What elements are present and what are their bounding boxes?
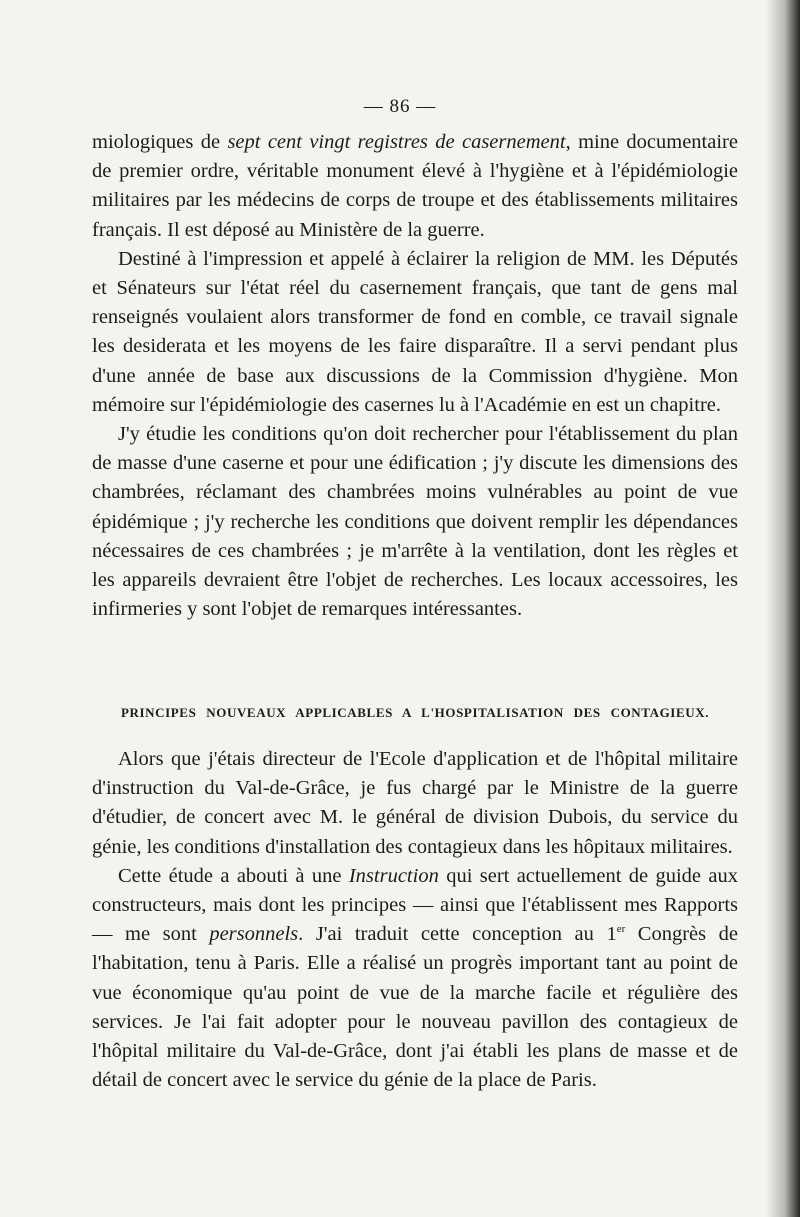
paragraph-5-italic-1: Instruction bbox=[348, 864, 439, 887]
paragraph-3: J'y étudie les conditions qu'on doit rechercher pour l'établissement du plan de masse d'une caserne et pour une édification ; j'y discute les dimensions des chambrées, réclamant des chambrées moins vulnérables au point de vue épidémique ; j'y recherche les conditions que doivent remplir les dépendances nécessaires de ces chambrées ; je m'arrête à la ventilation, dont les règles et les appareils devraient être l'objet de recherches. Les locaux accessoires, les infirmeries y sont l'objet de remarques intéressantes. bbox=[92, 423, 738, 621]
binding-shadow bbox=[766, 0, 800, 1217]
paragraph-5-part-3: . J'ai traduit cette conception au 1 bbox=[298, 923, 617, 946]
paragraph-4: Alors que j'étais directeur de l'Ecole d'application et de l'hôpital militaire d'instruction du Val-de-Grâce, je fus chargé par le Ministre de la guerre d'étudier, de concert avec M. le général de division Dubois, du service du génie, les conditions d'installation des contagieux dans les hôpitaux militaires. bbox=[92, 748, 738, 858]
paragraph-1-italic: sept cent vingt registres de casernement bbox=[227, 131, 566, 153]
paragraph-5-part-2: qui sert actuellement de guide aux constructeurs, mais dont les principes — ainsi que l'établissent mes Rapports — me sont bbox=[92, 864, 738, 946]
ordinal-superscript: er bbox=[616, 923, 626, 936]
paragraph-5 bbox=[92, 862, 738, 1096]
section-heading: PRINCIPES NOUVEAUX APPLICABLES A L'HOSPITALISATION DES CONTAGIEUX. bbox=[120, 705, 710, 720]
paragraph-5-part-1: Cette étude a abouti à une bbox=[118, 864, 349, 887]
paragraph-2: Destiné à l'impression et appelé à éclairer la religion de MM. les Députés et Sénateurs sur l'état réel du casernement français, que tant de gens mal renseignés voulaient alors transformer de fond en comble, ce travail signale les desiderata et les moyens de les faire disparaître. Il a servi pendant plus d'une année de base aux discussions de la Commission d'hygiène. Mon mémoire sur l'épidémiologie des casernes lu à l'Académie en est un chapitre. bbox=[92, 247, 738, 416]
paragraph-1-end: , mine documentaire de premier ordre, véritable monument élevé à l'hygiène et à l'épidémiologie militaires par les médecins de corps de troupe et des établissements militaires français. Il est déposé au Ministère de la guerre. bbox=[92, 131, 738, 241]
paragraph-5-italic-2: personnels bbox=[209, 923, 299, 946]
page-number: — 86 — bbox=[363, 96, 437, 117]
text-block-top bbox=[92, 128, 738, 624]
text-block-bottom bbox=[92, 745, 738, 1095]
paragraph-1-start: miologiques de bbox=[92, 131, 228, 153]
paragraph-5-part-4: Congrès de l'habitation, tenu à Paris. Elle a réalisé un progrès important tant au point de vue économique qu'au point de vue de la marche facile et régulière des services. Je l'ai fait adopter pour le nouveau pavillon des contagieux de l'hôpital militaire du Val-de-Grâce, dont j'ai établi les plans de masse et de détail de concert avec le service du génie de la place de Paris. bbox=[92, 923, 738, 1092]
paragraph-1 bbox=[92, 128, 738, 245]
